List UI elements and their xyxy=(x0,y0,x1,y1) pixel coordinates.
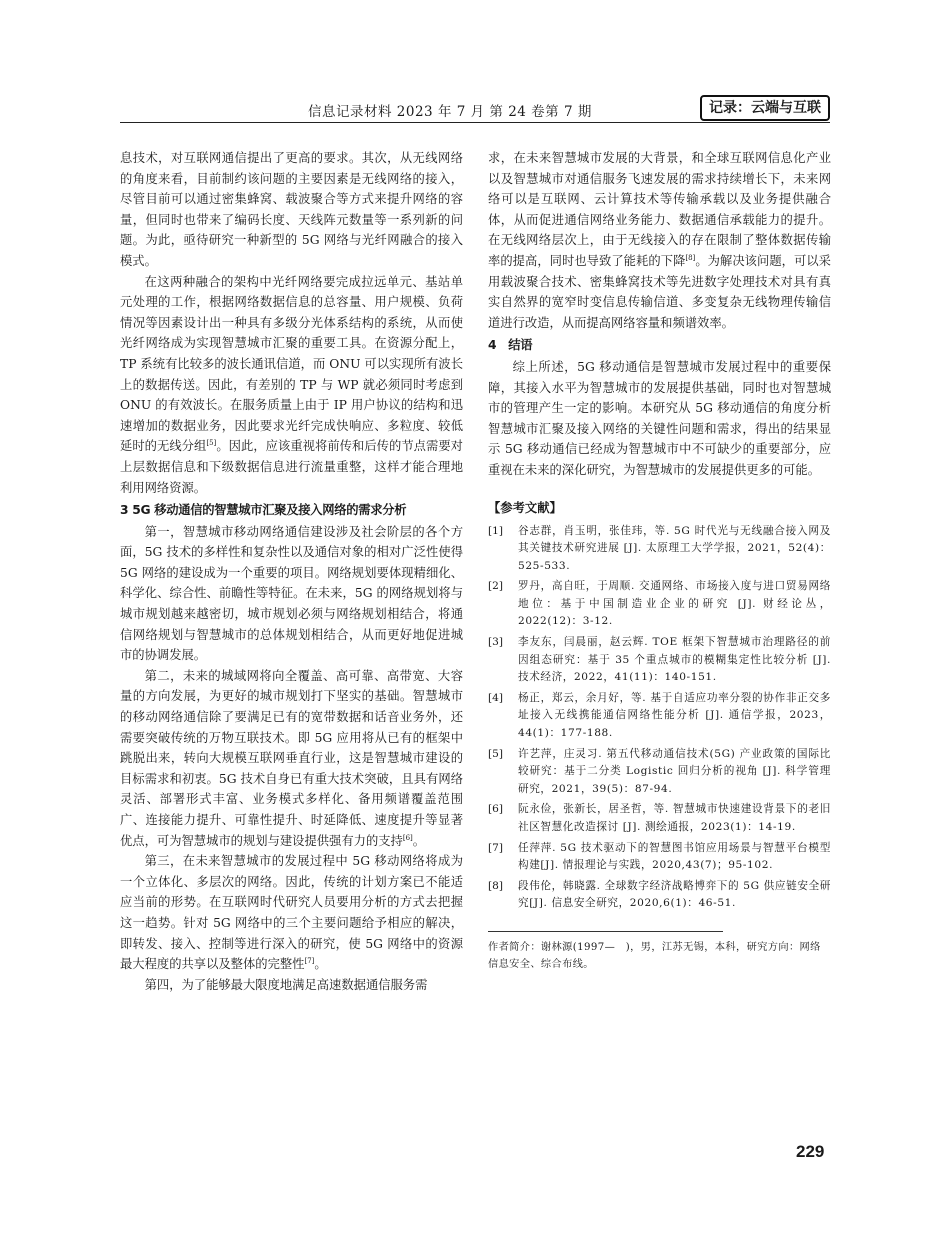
reference-item xyxy=(488,690,831,743)
section-badge: 记录：云端与互联 xyxy=(700,95,830,121)
reference-number: [7] xyxy=(488,841,504,854)
reference-item xyxy=(488,801,831,836)
journal-info: 信息记录材料 2023 年 7 月 第 24 卷第 7 期 xyxy=(308,104,592,120)
page-header xyxy=(120,92,830,123)
paragraph xyxy=(120,272,463,499)
paragraph-text: 求，在未来智慧城市发展的大背景，和全球互联网信息化产业以及智慧城市对通信服务飞速发展的需求持续增长下，未来网络可以是互联网、云计算技术等传输承载以及业务提供融合体，从而促进通信网络业务能力、数据通信承载能力的提升。在无线网络层次上，由于无线接入的存在限制了整体数据传输率的提高，同时也导致了能耗的下降 xyxy=(488,151,831,268)
reference-item xyxy=(488,523,831,576)
paragraph-text: 。 xyxy=(412,833,426,848)
paragraph: 综上所述，5G 移动通信是智慧城市发展过程中的重要保障，其接入水平为智慧城市的发展提供基础，同时也对智慧城市的管理产生一定的影响。本研究从 5G 移动通信的角度分析智慧城市汇聚及接入网络的关键性问题和需求，得出的结果显示 5G 移动通信已经成为智慧城市中不可缺少的重要部分，应重视在未来的深化研究，为智慧城市的发展提供更多的可能。 xyxy=(488,359,831,477)
paragraph-text: 。 xyxy=(314,957,327,972)
left-column xyxy=(120,148,463,995)
references-heading: 【参考文献】 xyxy=(488,500,562,515)
paragraph: 息技术，对互联网通信提出了更高的要求。其次，从无线网络的角度来看，目前制约该问题的主要因素是无线网络的接入，尽管目前可以通过密集蜂窝、载波聚合等方式来提升网络的容量，但同时也带来了编码长度、天线阵元数量等一系列新的问题。为此，亟待研究一种新型的 5G 网络与光纤网融合的接入模式。 xyxy=(120,151,463,268)
reference-number: [3] xyxy=(488,636,504,649)
paragraph-text: 第三，在未来智慧城市的发展过程中 5G 移动网络将成为一个立体化、多层次的网络。因此，传统的计划方案已不能适应当前的形势。在互联网时代研究人员要用分析的方式去把握这一趋势。针对 5G 网络中的三个主要问题给予相应的解决，即转发、接入、控制等进行深入的研究，使 5G 网络中的资源最大程度的共享以及整体的完整性 xyxy=(120,854,463,972)
section-heading: 3 5G 移动通信的智慧城市汇聚及接入网络的需求分析 xyxy=(120,503,407,518)
reference-text: 任萍萍. 5G 技术驱动下的智慧图书馆应用场景与智慧平台模型构建[J]. 情报理论与实践，2020,43(7)；95-102. xyxy=(518,841,831,872)
citation: [7] xyxy=(304,957,315,966)
author-note: 作者简介：谢林源(1997— )，男，江苏无锡，本科，研究方向：网络信息安全、综合布线。 xyxy=(488,931,831,973)
page-number: 229 xyxy=(796,1142,825,1161)
paragraph xyxy=(488,148,831,333)
paragraph: 第四，为了能够最大限度地满足高速数据通信服务需 xyxy=(144,977,428,992)
citation: [5] xyxy=(206,439,217,448)
paragraph: 第一，智慧城市移动网络通信建设涉及社会阶层的各个方面，5G 技术的多样性和复杂性以及通信对象的相对广泛性使得 5G 网络的建设成为一个重要的项目。网络规划要体现精细化、科学化、综合性、前瞻性等特征。在未来，5G 的网络规划将与城市规划越来越密切，城市规划必须与网络规划相结合，将通信网络规划与智慧城市的总体规划相结合，从而更好地促进城市的协调发展。 xyxy=(120,524,463,663)
reference-number: [2] xyxy=(488,580,504,593)
paragraph xyxy=(120,666,463,851)
reference-text: 谷志群，肖玉明，张佳玮，等. 5G 时代光与无线融合接入网及其关键技术研究进展 [J]. 太原理工大学学报，2021，52(4)：525-533. xyxy=(518,524,831,572)
reference-text: 许艺萍，庄灵习. 第五代移动通信技术(5G) 产业政策的国际比较研究：基于二分类 Logistic 回归分析的视角 [J]. 科学管理研究，2021，39(5)：87-94. xyxy=(518,747,831,795)
reference-number: [4] xyxy=(488,691,504,704)
reference-text: 段伟伦，韩晓露. 全球数字经济战略博弈下的 5G 供应链安全研究[J]. 信息安全研究，2020,6(1)：46-51. xyxy=(518,879,831,910)
reference-text: 杨正，郑云，余月好，等. 基于自适应功率分裂的协作非正交多址接入无线携能通信网络性能分析 [J]. 通信学报，2023，44(1)：177-188. xyxy=(518,691,831,740)
reference-number: [5] xyxy=(488,747,504,760)
reference-text: 罗丹，高自旺，于周顺. 交通网络、市场接入度与进口贸易网络地位：基于中国制造业企业的研究 [J]. 财经论丛，2022(12)：3-12. xyxy=(518,580,831,628)
reference-list xyxy=(488,523,831,913)
citation: [8] xyxy=(685,253,696,262)
citation: [6] xyxy=(402,833,413,842)
reference-item xyxy=(488,634,831,687)
reference-number: [6] xyxy=(488,803,504,816)
paragraph-text: 。因此，应该重视将前传和后传的节点需要对上层数据信息和下级数据信息进行流量重整，这样才能合理地利用网络资源。 xyxy=(120,439,463,495)
paragraph-text: 在这两种融合的架构中光纤网络要完成拉远单元、基站单元处理的工作，根据网络数据信息的总容量、用户规模、负荷情况等因素设计出一种具有多级分光体系结构的系统，从而使光纤网络成为实现智慧城市汇聚的重要工具。在资源分配上，TP 系统有比较多的波长通讯信道，而 ONU 可以实现所有波长上的数据传送。因此，有差别的 TP 与 WP 就必须同时考虑到 ONU 的有效波长。在服务质量上由于 IP 用户协议的结构和迅速增加的数据业务，因此要求光纤完成快响应、多粒度、较低延时的无线分组 xyxy=(120,274,463,454)
reference-number: [1] xyxy=(488,524,504,537)
section-heading: 4 结语 xyxy=(488,338,533,353)
reference-text: 阮永俭，张新长，居圣哲，等. 智慧城市快速建设背景下的老旧社区智慧化改造探讨 [J]. 测绘通报，2023(1)：14-19. xyxy=(518,803,831,833)
paragraph-text: 。为解决该问题，可以采用载波聚合技术、密集蜂窝技术等先进数字处理技术对具有真实自然界的宽窄时变信息传输信道、多变复杂无线物理传输信道进行改造，从而提高网络容量和频谱效率。 xyxy=(488,253,831,330)
paragraph xyxy=(120,851,463,975)
paragraph-text: 第二，未来的城域网将向全覆盖、高可靠、高带宽、大容量的方向发展，为更好的城市规划打下坚实的基础。智慧城市的移动网络通信除了要满足已有的宽带数据和话音业务外，还需要突破传统的万物互联技术。即 5G 应用将从已有的框架中跳脱出来，转向大规模互联网垂直行业，这是智慧城市建设的目标需求和初衷。5G 技术自身已有重大技术突破，且具有网络灵活、部署形式丰富、业务模式多样化、备用频谱覆盖范围广、连接能力提升、可靠性提升、时延降低、速度提升等显著优点，可为智慧城市的规划与建设提供强有力的支持 xyxy=(120,668,463,848)
reference-item xyxy=(488,578,831,631)
reference-item xyxy=(488,746,831,799)
reference-text: 李友东，闫晨丽，赵云辉. TOE 框架下智慧城市治理路径的前因组态研究：基于 35 个重点城市的模糊集定性比较分析 [J]. 技术经济，2022，41(11)：140-151. xyxy=(518,636,831,684)
reference-item xyxy=(488,840,831,875)
reference-item xyxy=(488,878,831,913)
reference-number: [8] xyxy=(488,879,504,892)
right-column xyxy=(488,148,831,973)
